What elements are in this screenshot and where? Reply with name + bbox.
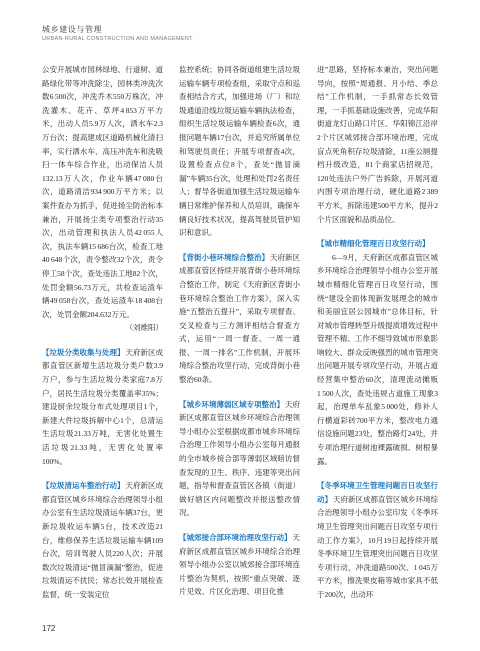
text-column-1	[42, 63, 163, 602]
paragraph-text: 天府新区成都直管区城乡环境综合治理领导小组办公室有生活垃圾清运车辆37台，更新垃圾收运车辆5台，技术改造21台，维修保养生活垃圾运输车辆109台次，培训驾驶人员220人次；开展数次垃圾清运“抛冒滴漏”整治，促进垃圾清运不扰民；常态长效开展检查监督，统一安装定位	[42, 481, 163, 599]
article-paragraph	[42, 346, 163, 468]
paragraph-text: 天府新区成都直管区城乡环境综合治理领导小组办公室印发《冬季环境卫生管理突出问题百日攻坚专项行动工作方案》，10月19日起持续开展冬季环境卫生管理突出问题百日攻坚专项行动，冲洗道路500次、1 045万平方米，擦洗果皮箱等城市家具不低于200次，出动环	[317, 494, 438, 599]
article-paragraph	[179, 398, 300, 520]
article-paragraph	[179, 251, 300, 387]
paragraph-text: 天府新区成都直管区城乡环境综合治理领导小组办公室根据成都市城乡环境综合治理工作领导小组办公室每月通报的全市城乡接合部等薄弱区域暗访督查发现的卫生、秩序、违建等突出问题，指导和督查直管区各镇（街道）做好辖区内问题整改并报送整改情况。	[179, 399, 300, 518]
article-paragraph	[179, 63, 300, 240]
page-number: 172	[42, 624, 56, 633]
section-heading-line	[317, 237, 438, 251]
paragraph-text: 公安开展城市园林绿地、行道树、道路绿化带等冲洗除尘，园林类冲洗次数6 500次，冲洗乔木550万株次，冲洗灌木、花卉、草坪4 853万平方米，出动人员5.9万人次，洒水车2.3万台次；提高建成区道路机械化清扫率，实行洒水车、高压冲洗车和洗吸扫一体车综合作业，出动保洁人员132.13万人次，作业车辆47 080台次，道路清洁934 900万平方米；以案件查办为抓手，促进扬尘防治标本兼治，开展扬尘类专项整治行动35次，出动管理和执法人员42 055人次，执法车辆15 686台次，检查工地40 648个次，责令整改32个次，责令停工58个次，查处违法工地82个次，处罚金额56.73万元，共检查运渣车辆49 058台次，查处运渣车18 408台次，处罚金额204.632万元。	[42, 65, 163, 319]
paragraph-text: 6—9月，天府新区成都直管区城乡环境综合治理领导小组办公室开展城市精细化管理百日攻坚行动，围绕“建设全面体现新发展理念的城市和美丽宜居公园城市”总体目标，针对城市管理转型升级提质增效过程中管理不精、工作不细导致城市形象影响较大、群众反映强烈的城市管理突出问题开展专项攻坚行动，开展占道经营集中整治60次，清理流动摊贩1 500人次，查处违规占道施工现象3起，治理单车乱象5 000处，修补人行横道彩砖700平方米，整改电力通信设施问题23处，整治路灯24处，并专项治理行道树池裸露破损、树根暴露。	[317, 252, 438, 466]
text-column-2	[179, 63, 300, 599]
article-paragraph	[317, 479, 438, 601]
section-heading: 【背街小巷环境综合整治】	[179, 252, 269, 262]
chapter-title: 城乡建设与管理	[42, 25, 103, 34]
author-credit: （刘维阳）	[125, 323, 163, 333]
paragraph-text: 进”思路，坚持标本兼治，突出问题导向，按照“周通报、月小结、季总结”工作机制，一手抓常态长效管理，一手抓基础设施改善，完成华阳街道龙灯山路口片区、华阳锦江沿岸2个片区城郊接合部环境治理，完成盲点死角积存垃圾清除，11座公厕提档升级改造，81个商家店招规范，120处违法户外广告拆除，开展河道内围专项治理行动，硬化道路2 389平方米，拆除违建500平方米，提升2个片区面貌和品质品位。	[317, 65, 438, 224]
running-header	[42, 25, 438, 43]
article-paragraph	[317, 63, 438, 226]
chapter-title-english: URBAN-RURAL CONSTRUCTION AND MANAGEMENT	[42, 36, 193, 42]
section-heading: 【城市精细化管理百日攻坚行动】	[317, 239, 430, 249]
section-heading: 【冬季环境卫生管理问题百日攻坚行动】	[317, 481, 438, 504]
section-heading: 【城郊接合部环境治理攻坚行动】	[179, 533, 292, 542]
section-heading: 【垃圾清运车整治行动】	[42, 481, 125, 491]
paragraph-text: 天府新区成都直管区持续开展背街小巷环境综合整治工作，制定《天府新区背街小巷环境综合整治工作方案》，深入实施“五整治五提升”，采取专项督查、交叉检查与三方测评相结合督查方式，运用“一周一督查、一周一通报、一周一排名”工作机制，开展环境综合整治攻坚行动，完成背街小巷整治60条。	[179, 252, 300, 385]
paragraph-text: 监控系统；协同各街道组建生活垃圾运输车辆专项检查组，采取守点和巡查相结合方式，加强进场（厂）和垃圾通道沿线垃圾运输车辆执法检查，组织生活垃圾运输车辆检查6次，通报问题车辆17台次，并追究所属单位和驾驶员责任；开展专项督查4次，设置检查点位8个，查处“抛冒滴漏”车辆35台次，处理和处罚2名责任人；督导各街道加强生活垃圾运输车辆日常维护保养和人员培训，确保车辆良好技术状况，提高驾驶员管护知识和意识。	[179, 65, 300, 238]
paragraph-text: 天府新区成都直管区新增生活垃圾分类户数3.9万户，参与生活垃圾分类家庭7.8万户，居民生活垃圾分类覆盖率35%；建设厨余垃圾分布式处理项目1个，新建大件垃圾拆解中心1个，总清运生活垃圾21.33万吨，无害化处置生活垃圾21.33吨，无害化处置率100%。	[42, 347, 163, 466]
paragraph-text: 天府新区成都直管区城乡环境综合治理领导小组办公室以城郊接合部环境连片整治为契机，按照“重点突破、逐片见效、片区化治理、项目化推	[179, 533, 300, 597]
article-paragraph	[42, 63, 163, 321]
article-paragraph	[42, 479, 163, 601]
article-paragraph	[317, 251, 438, 469]
section-heading: 【城乡环境薄弱区域专项整治】	[179, 399, 284, 409]
text-column-3	[317, 63, 438, 602]
article-body	[42, 63, 438, 619]
section-heading: 【垃圾分类收集与处理】	[42, 347, 125, 357]
article-paragraph	[179, 531, 300, 599]
